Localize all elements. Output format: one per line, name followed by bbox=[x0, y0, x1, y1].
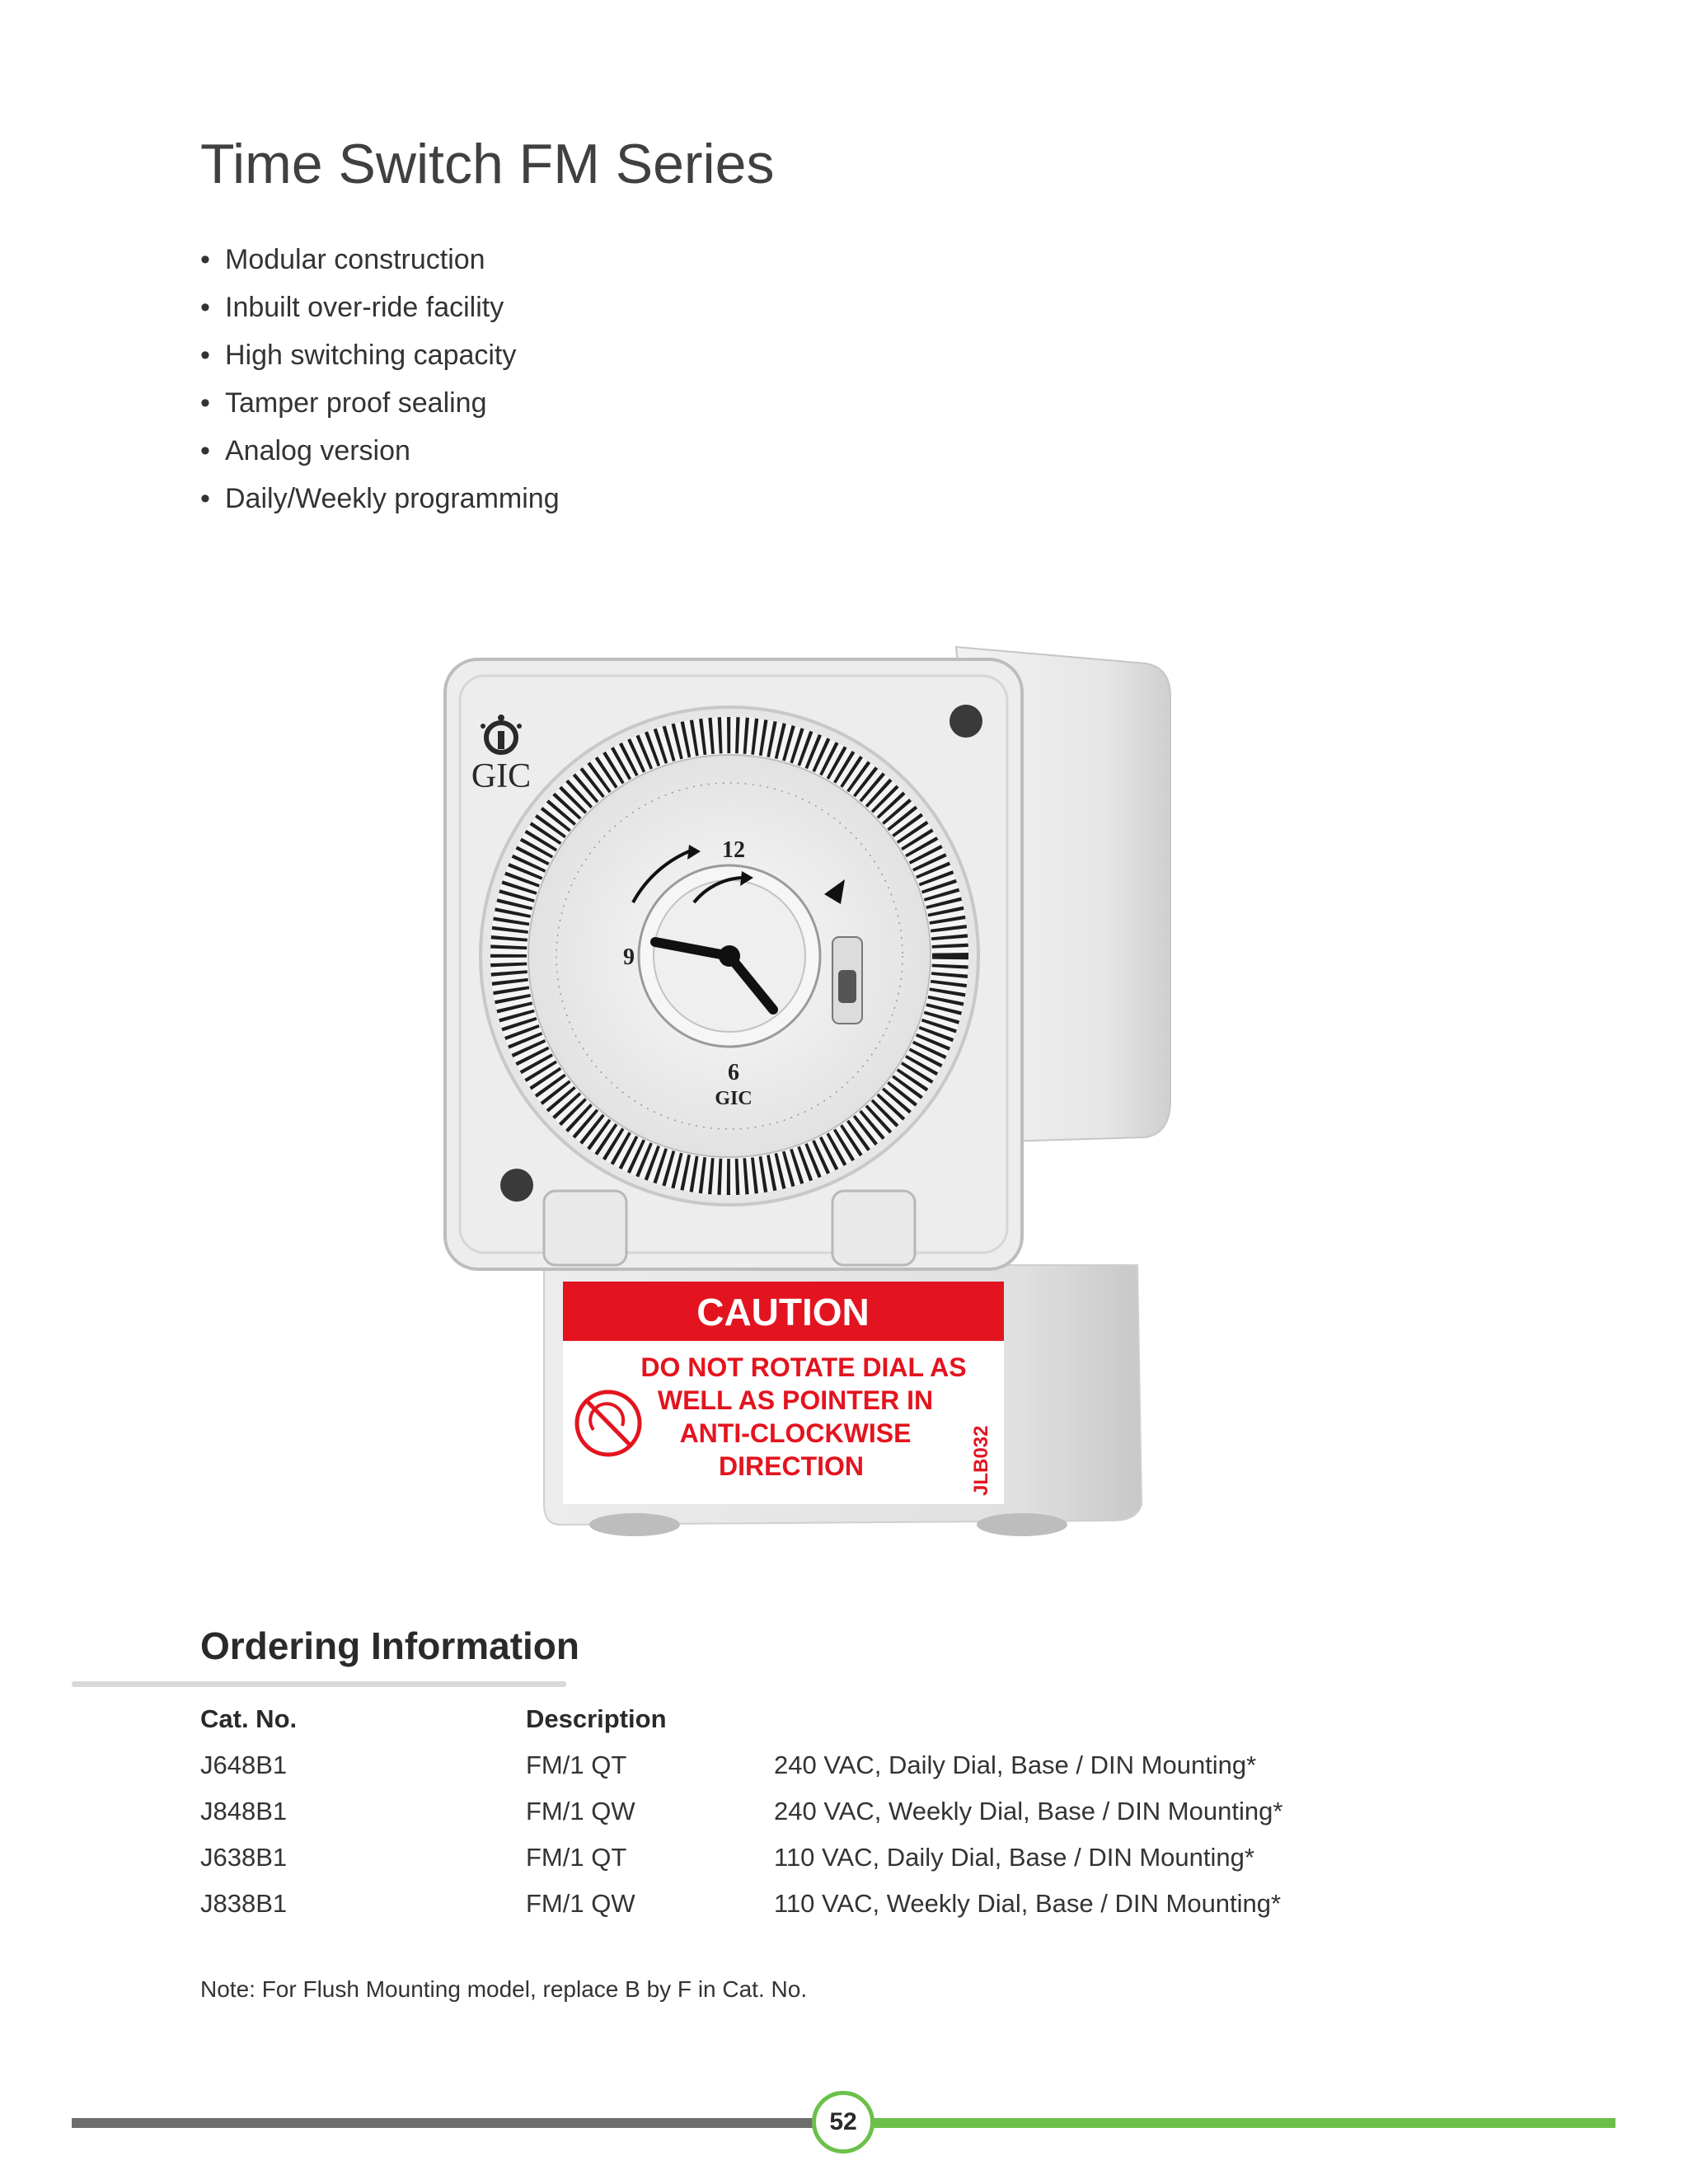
feature-item: • Inbuilt over-ride facility bbox=[200, 284, 560, 331]
spec: 110 VAC, Weekly Dial, Base / DIN Mounting* bbox=[774, 1889, 1282, 1918]
header-description: Description bbox=[526, 1704, 667, 1733]
caution-line: WELL AS POINTER IN bbox=[657, 1385, 934, 1415]
header-cat-no: Cat. No. bbox=[200, 1704, 298, 1733]
model: FM/1 QW bbox=[526, 1797, 635, 1825]
bullet-icon: • bbox=[200, 435, 210, 466]
caution-line: DO NOT ROTATE DIAL AS bbox=[640, 1352, 967, 1382]
footer-bar-right bbox=[874, 2118, 1615, 2128]
bullet-icon: • bbox=[200, 483, 210, 514]
spec: 240 VAC, Weekly Dial, Base / DIN Mounting* bbox=[774, 1797, 1283, 1825]
spec: 240 VAC, Daily Dial, Base / DIN Mounting* bbox=[774, 1750, 1257, 1779]
bullet-icon: • bbox=[200, 244, 210, 275]
feature-item: • Analog version bbox=[200, 427, 560, 475]
bullet-icon: • bbox=[200, 292, 210, 323]
cat-no: J638B1 bbox=[200, 1843, 288, 1872]
dial-label-9: 9 bbox=[623, 944, 635, 970]
feature-item: • Tamper proof sealing bbox=[200, 379, 560, 427]
ordering-info-heading: Ordering Information bbox=[200, 1624, 579, 1667]
dial-label-6: 6 bbox=[728, 1060, 739, 1085]
feature-item: • High switching capacity bbox=[200, 331, 560, 379]
dial-brand-label: GIC bbox=[715, 1088, 753, 1109]
time-switch-product-image bbox=[429, 639, 1187, 1595]
cat-no: J838B1 bbox=[200, 1889, 288, 1918]
caution-label bbox=[563, 1282, 1004, 1504]
spec: 110 VAC, Daily Dial, Base / DIN Mounting* bbox=[774, 1843, 1254, 1872]
caution-line: ANTI-CLOCKWISE bbox=[679, 1418, 912, 1448]
model: FM/1 QW bbox=[526, 1889, 635, 1918]
feature-item: • Daily/Weekly programming bbox=[200, 475, 560, 523]
brand-label: GIC bbox=[471, 757, 532, 795]
dial-label-12: 12 bbox=[722, 837, 745, 863]
feature-item: • Modular construction bbox=[200, 236, 560, 284]
bullet-icon: • bbox=[200, 387, 210, 419]
label-code: JLB032 bbox=[970, 1425, 992, 1496]
footer-bar-left bbox=[72, 2118, 814, 2128]
model: FM/1 QT bbox=[526, 1843, 627, 1872]
page-number: 52 bbox=[812, 2091, 874, 2154]
bullet-icon: • bbox=[200, 340, 210, 371]
feature-list bbox=[200, 236, 560, 523]
caution-line: DIRECTION bbox=[719, 1451, 864, 1481]
caution-title: CAUTION bbox=[696, 1291, 870, 1333]
cat-no: J848B1 bbox=[200, 1797, 288, 1825]
dial bbox=[481, 707, 978, 1205]
page-title: Time Switch FM Series bbox=[200, 133, 775, 195]
model: FM/1 QT bbox=[526, 1750, 627, 1779]
mounting-note: Note: For Flush Mounting model, replace B by F in Cat. No. bbox=[200, 1976, 808, 2002]
cat-no: J648B1 bbox=[200, 1750, 288, 1779]
heading-rule bbox=[72, 1681, 566, 1687]
